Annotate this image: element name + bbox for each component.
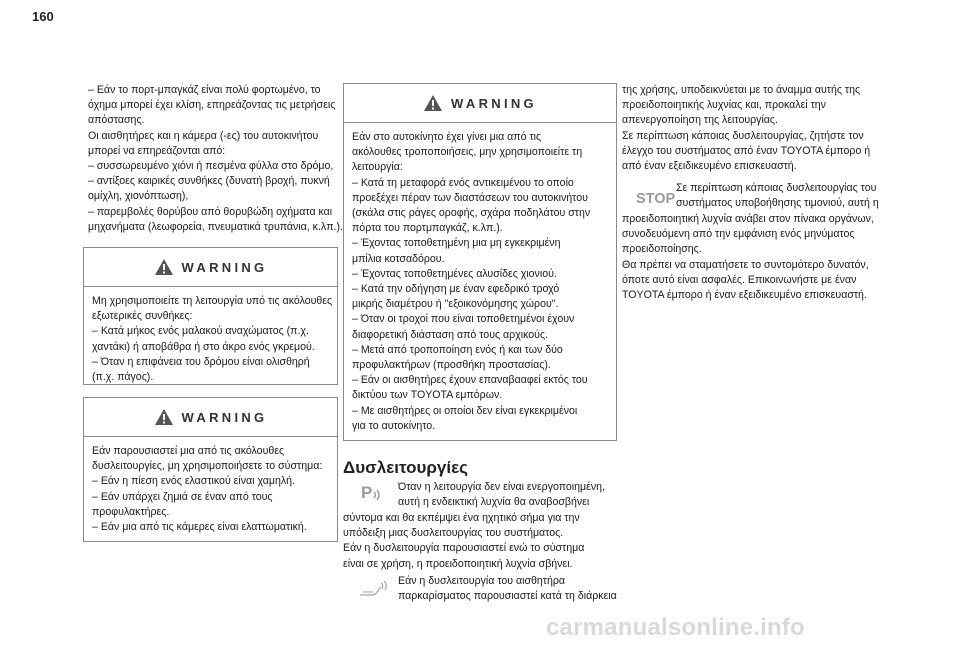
warning-header	[84, 248, 337, 287]
text-line: αυτή η ενδεικτική λυχνία θα αναβοσβήνει	[398, 496, 590, 509]
warning-box-malfunctions	[83, 397, 338, 542]
text-line: Σε περίπτωση κάποιας δυσλειτουργίας, ζητήστε τον	[622, 129, 864, 142]
text-line: – αντίξοες καιρικές συνθήκες (δυνατή βροχή, πυκνή	[88, 175, 330, 188]
text-line: προεξέχει πέραν των διαστάσεων του αυτοκινήτου	[352, 191, 588, 204]
warning-title: WARNING	[181, 409, 268, 425]
malfunction-body-text	[343, 511, 584, 572]
text-line: – Κατά την οδήγηση με έναν εφεδρικό τροχό	[352, 283, 560, 296]
text-line: έλεγχο του συστήματος από έναν TOYOTA έμπορο ή	[622, 144, 871, 157]
stop-text	[676, 181, 879, 211]
text-line: υπόδειξη μιας δυσλειτουργίας του συστήματος.	[343, 527, 564, 540]
text-line: Σε περίπτωση κάποιας δυσλειτουργίας του	[676, 182, 877, 194]
text-line: – Με αισθητήρες οι οποίοι δεν είναι εγκεκριμένοι	[352, 404, 578, 417]
text-line: προφυλακτήρες.	[92, 505, 170, 518]
warning-title: WARNING	[181, 259, 268, 275]
text-line: – Όταν η επιφάνεια του δρόμου είναι ολισθηρή	[92, 355, 310, 368]
text-line: Όταν η λειτουργία δεν είναι ενεργοποιημένη,	[398, 481, 605, 493]
text-line: Εάν η δυσλειτουργία παρουσιαστεί ενώ το σύστημα	[343, 542, 585, 555]
text-line: είναι σε χρήση, η προειδοποιητική λυχνία σβήνει.	[343, 557, 573, 570]
text-line: Εάν στο αυτοκίνητο έχει γίνει μια από τις	[352, 131, 542, 143]
text-line: μπίλια κοτσαδόρου.	[352, 252, 445, 265]
text-line: προειδοποιητική λυχνία ανάβει στον πίνακα οργάνων,	[622, 213, 874, 225]
text-line: πόρτα του πορτμπαγκάζ, κ.λπ.).	[352, 222, 503, 235]
text-line: όποτε αυτό είναι ασφαλές. Επικοινωνήστε με έναν	[622, 273, 857, 286]
text-line: συνοδευόμενη από την εμφάνιση ενός μηνύματος	[622, 228, 855, 241]
page-number: 160	[32, 9, 54, 24]
text-line: διαφορετική διάσταση από τους αρχικούς.	[352, 328, 549, 341]
text-line: – συσσωρευμένο χιόνι ή πεσμένα φύλλα στο δρόμο,	[88, 160, 334, 173]
text-line: δυσλειτουργίες, μη χρησιμοποιήσετε το σύστημα:	[92, 460, 323, 473]
text-line: προφυλακτήρων (προσθήκη προστασίας).	[352, 359, 551, 372]
text-line: συστήματος υποβοήθησης τιμονιού, αυτή η	[676, 197, 879, 210]
text-line: – Όταν οι τροχοί που είναι τοποθετημένοι έχουν	[352, 313, 575, 326]
text-line: από έναν εξειδικευμένο επισκευαστή.	[622, 160, 797, 173]
stop-indicator-icon	[636, 188, 676, 207]
text-line: – Εάν το πορτ-μπαγκάζ είναι πολύ φορτωμένο, το	[88, 84, 321, 96]
text-line: μπορεί να επηρεάζονται από:	[88, 144, 226, 157]
column-three-text	[622, 83, 884, 174]
text-line: Θα πρέπει να σταματήσετε το συντομότερο δυνατόν,	[622, 258, 869, 271]
text-line: προειδοποιητικής λυχνίας και, προκαλεί την	[622, 99, 826, 112]
text-line: – Εάν μια από τις κάμερες είναι ελαττωματική.	[92, 521, 307, 534]
text-line: Εάν η δυσλειτουργία του αισθητήρα	[398, 575, 566, 587]
warning-header	[84, 398, 337, 437]
warning-body	[352, 130, 590, 434]
svg-text:P: P	[361, 483, 373, 502]
warning-triangle-icon	[154, 408, 174, 426]
malfunction-hand-text	[398, 574, 617, 604]
text-line: όχημα μπορεί έχει κλίση, επηρεάζοντας τις μετρήσεις	[88, 99, 336, 112]
column-three-bottom-text	[622, 212, 874, 303]
text-line: – Εάν η πίεση ενός ελαστικού είναι χαμηλή.	[92, 475, 295, 488]
text-line: (σκάλα στις ράγες οροφής, σχάρα ποδηλάτου στην	[352, 207, 591, 220]
text-line: χαντάκι) ή αποβάθρα ή στο άκρο ενός γκρεμού.	[92, 340, 315, 353]
text-line: για το αυτοκίνητο.	[352, 419, 436, 432]
text-line: απενεργοποίηση της λειτουργίας.	[622, 114, 778, 127]
text-line: – Έχοντας τοποθετημένες αλυσίδες χιονιού.	[352, 267, 557, 280]
warning-body	[92, 444, 322, 535]
text-line: δικτύου των TOYOTA εμπόρων.	[352, 389, 503, 402]
text-line: μηχανήματα (λεωφορεία, πνευματικά τρυπάνια, κ.λπ.).	[88, 220, 343, 233]
hand-sensor-icon	[357, 578, 391, 600]
text-line: – Κατά μήκος ενός μαλακού αναχώματος (π.χ.	[92, 325, 309, 338]
text-line: μικρής διαμέτρου ή "εξοικονόμησης χώρου".	[352, 298, 559, 311]
text-line: παρκαρίσματος παρουσιαστεί κατά τη διάρκεια	[398, 590, 617, 603]
warning-box-modifications	[343, 83, 617, 441]
text-line: – Εάν οι αισθητήρες έχουν επαναβααφεί εκτός του	[352, 374, 588, 387]
text-line: της χρήσης, υποδεικνύεται με το άναμμα αυτής της	[622, 84, 861, 96]
text-line: – Κατά τη μεταφορά ενός αντικειμένου το οποίο	[352, 176, 574, 189]
warning-header	[344, 84, 616, 123]
text-line: – Έχοντας τοποθετημένη μια μη εγκεκριμένη	[352, 237, 561, 250]
warning-box-external-conditions	[83, 247, 338, 385]
text-line: – παρεμβολές θορύβου από θορυβώδη οχήματα και	[88, 205, 333, 218]
text-line: ομίχλη, χιονόπτωση),	[88, 190, 189, 203]
warning-triangle-icon	[154, 258, 174, 276]
text-line: Οι αισθητήρες και η κάμερα (-ες) του αυτοκινήτου	[88, 129, 319, 142]
section-title-malfunctions: Δυσλειτουργίες	[343, 458, 468, 477]
text-line: (π.χ. πάγος).	[92, 371, 154, 384]
warning-title: WARNING	[451, 95, 537, 111]
text-line: – Μετά από τροποποίηση ενός ή και των δύο	[352, 343, 563, 356]
text-line: Εάν παρουσιαστεί μια από τις ακόλουθες	[92, 445, 285, 457]
stop-label: STOP	[636, 191, 676, 207]
text-line: σύντομα και θα εκπέμψει ένα ηχητικό σήμα για την	[343, 512, 580, 524]
text-line: – Εάν υπάρχει ζημιά σε έναν από τους	[92, 490, 273, 503]
text-line: ακόλουθες τροποποιήσεις, μην χρησιμοποιείτε τη	[352, 146, 583, 159]
text-line: λειτουργία:	[352, 161, 403, 174]
intro-text	[88, 83, 343, 235]
text-line: εξωτερικές συνθήκες:	[92, 310, 193, 323]
malfunction-p-text	[398, 480, 605, 510]
watermark: carmanualsonline.info	[546, 614, 805, 641]
warning-body	[92, 294, 332, 385]
text-line: απόστασης.	[88, 114, 145, 127]
warning-triangle-icon	[423, 94, 443, 112]
text-line: προειδοποίησης.	[622, 243, 702, 256]
text-line: Μη χρησιμοποιείτε τη λειτουργία υπό τις ακόλουθες	[92, 295, 333, 307]
text-line: TOYOTA έμπορο ή έναν εξειδικευμένο επισκευαστή.	[622, 289, 867, 302]
parking-sensor-icon	[360, 482, 382, 502]
